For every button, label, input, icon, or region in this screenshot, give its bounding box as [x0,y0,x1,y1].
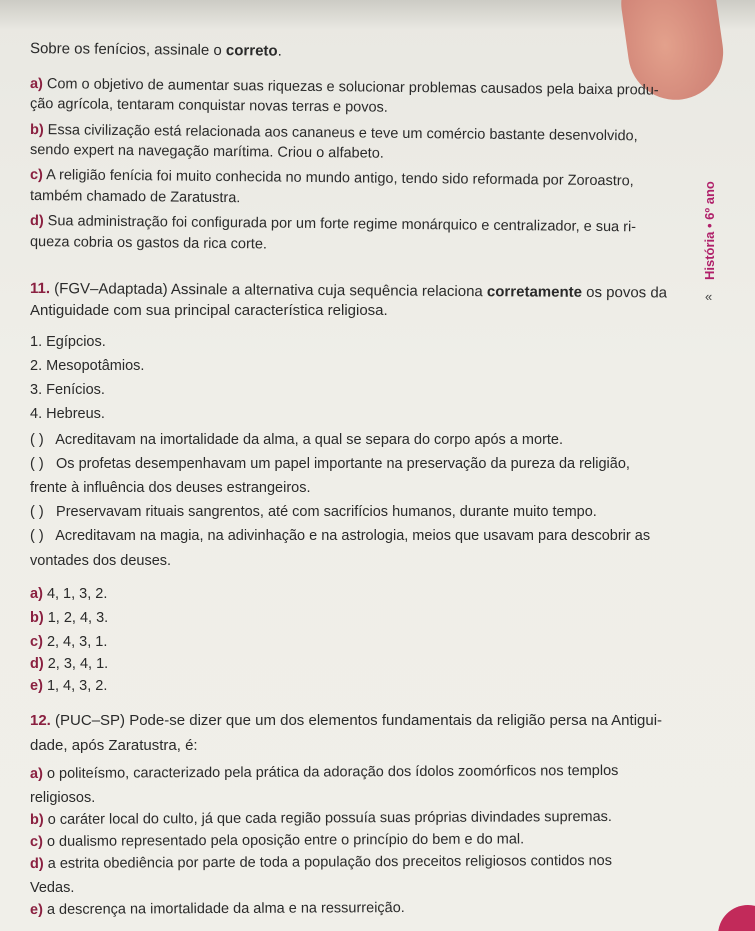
option-text: 2, 3, 4, 1. [47,656,109,672]
option-text: o politeísmo, caracterizado pela prática da adoração dos ídolos zoomórficos nos templos [46,762,619,782]
q11-prompt-text: (FGV–Adaptada) Assinale a alternativa cuja sequência relaciona [54,280,488,301]
option-letter: b) [30,610,44,626]
side-tab-label: História • 6º ano [702,181,717,280]
answer-blank[interactable]: ( ) [30,528,44,544]
q11-answer-b[interactable] [30,610,108,626]
q10-option-b-line1 [30,122,638,144]
q10-prompt-end: . [277,42,282,60]
q11-statement-2-line2: frente à influência dos deuses estrangeiros. [30,480,311,496]
q11-people-item: 3. Fenícios. [30,382,105,398]
q11-answer-e[interactable] [30,678,107,694]
option-text: o caráter local do culto, já que cada região possuía suas próprias divindades supremas. [47,808,612,828]
q12-option-e[interactable] [30,900,405,918]
answer-blank[interactable]: ( ) [30,456,44,472]
q11-statement-4-line2: vontades dos deuses. [30,553,172,569]
option-letter: b) [29,122,44,139]
option-text: a estrita obediência por parte de toda a população dos preceitos religiosos contidos nos [47,852,613,872]
statement-text: Os profetas desempenhavam um papel importante na preservação da pureza da religião, [56,456,630,472]
side-tab-arrows [705,290,712,303]
q12-prompt-text: (PUC–SP) Pode-se dizer que um dos elementos fundamentais da religião persa na Antigui- [55,712,663,729]
option-text: 2, 4, 3, 1. [46,634,108,650]
q10-option-b-line2: sendo expert na navegação marítima. Criou o alfabeto. [29,142,384,162]
q10-option-c-line1 [30,167,634,189]
option-text: 1, 4, 3, 2. [46,678,108,694]
q11-prompt-line2: Antiguidade com sua principal característica religiosa. [30,302,388,319]
option-letter: b) [29,811,44,828]
q11-answer-d[interactable] [30,656,108,672]
q10-option-a-line2: ção agrícola, tentaram conquistar novas terras e povos. [29,96,388,116]
arrow-icon: « [705,289,713,304]
option-text: Sua administração foi configurada por um forte regime monárquico e centralizador, e sua ri- [47,213,637,236]
option-text: a descrença na imortalidade da alma e na ressurreição. [46,900,405,918]
q11-prompt-rest: os povos da [581,283,668,302]
option-letter: e) [30,678,43,694]
q12-number: 12. [30,712,51,729]
q11-statement-3 [30,504,597,520]
q11-statement-4 [30,528,650,544]
q11-people-item: 4. Hebreus. [30,406,105,422]
q10-option-c-line2: também chamado de Zaratustra. [29,188,241,207]
q11-answer-a[interactable] [30,586,107,602]
q11-prompt-bold: corretamente [486,283,583,301]
option-letter: a) [29,765,43,782]
q10-option-a-line1 [30,76,659,99]
statement-text: Preservavam rituais sangrentos, até com sacrifícios humanos, durante muito tempo. [56,504,597,520]
answer-blank[interactable]: ( ) [30,504,44,520]
option-text: 4, 1, 3, 2. [46,586,108,602]
q12-option-b[interactable] [30,809,612,828]
q11-statement-2 [30,456,630,472]
q12-prompt-line2: dade, após Zaratustra, é: [30,737,198,754]
q11-people-item: 2. Mesopotâmios. [30,358,145,374]
statement-text: Acreditavam na imortalidade da alma, a qual se separa do corpo após a morte. [55,432,564,448]
statement-text: Acreditavam na magia, na adivinhação e na astrologia, meios que usavam para descobrir as [55,528,651,544]
q11-answer-c[interactable] [30,634,107,650]
q10-option-d-line2: queza cobria os gastos da rica corte. [29,234,268,253]
q12-option-a-line2: religiosos. [30,790,96,806]
q12-option-d-line1[interactable] [30,853,612,872]
option-text: Com o objetivo de aumentar suas riquezas e solucionar problemas causados pela baixa produ- [46,76,659,99]
option-letter: a) [30,586,43,602]
option-text: A religião fenícia foi muito conhecida no mundo antigo, tendo sido reformada por Zoroastro, [46,167,634,190]
option-letter: c) [30,634,43,650]
option-letter: a) [29,76,43,93]
q10-prompt-text: Sobre os fenícios, assinale o [29,40,227,60]
option-letter: c) [29,833,43,850]
option-letter: c) [29,167,43,184]
option-text: o dualismo representado pela oposição entre o princípio do bem e do mal. [46,831,525,850]
q10-prompt-bold: correto [225,42,278,60]
q12-prompt-line1 [30,712,662,729]
q12-option-c[interactable] [30,831,524,850]
option-letter: d) [30,656,44,672]
option-text: Essa civilização está relacionada aos cananeus e teve um comércio bastante desenvolvido, [47,122,638,145]
q12-option-d-line2: Vedas. [30,880,75,896]
corner-decoration [718,905,755,931]
q10-option-d-line1 [30,213,636,235]
answer-blank[interactable]: ( ) [30,432,44,448]
q11-people-item: 1. Egípcios. [30,334,106,350]
q11-number: 11. [29,280,51,298]
q12-option-a-line1[interactable] [30,763,618,782]
option-letter: d) [29,213,44,230]
q11-statement-1 [30,432,563,448]
option-text: 1, 2, 4, 3. [47,610,109,626]
q11-prompt-line1 [30,280,667,301]
option-letter: d) [29,855,44,872]
q10-prompt [30,40,282,60]
option-letter: e) [29,901,43,918]
